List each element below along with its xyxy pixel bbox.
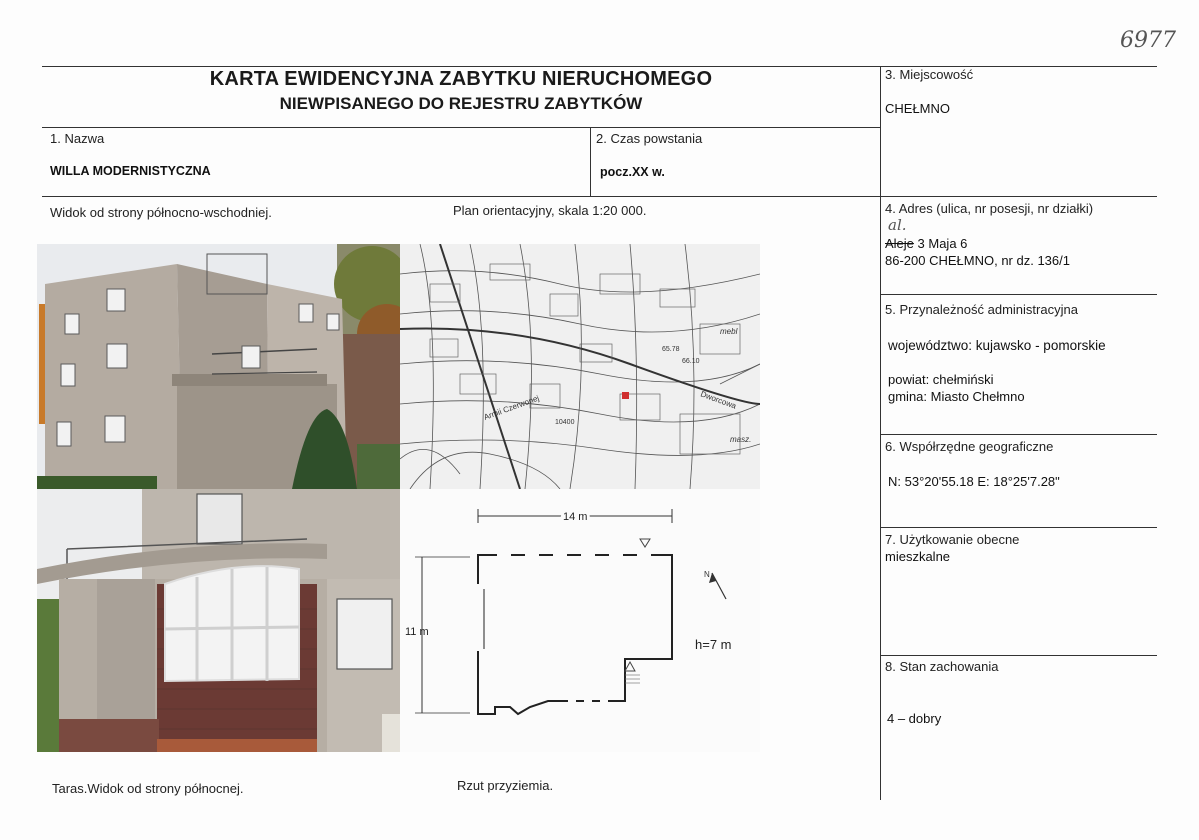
przynaleznosc-label: 5. Przynależność administracyjna (885, 302, 1078, 317)
stan-value: 4 – dobry (887, 711, 942, 726)
card-subtitle: NIEWPISANEGO DO REJESTRU ZABYTKÓW (279, 94, 643, 113)
map-location-marker (622, 392, 629, 399)
adres-label: 4. Adres (ulica, nr posesji, nr działki) (885, 201, 1094, 216)
rule-sec5-bottom (880, 434, 1157, 435)
stan-label: 8. Stan zachowania (885, 659, 999, 674)
photo-terrace-north (37, 489, 400, 752)
photo-villa-northeast (37, 244, 400, 489)
map-mark-1: mebl (720, 327, 738, 336)
gmina-value: gmina: Miasto Chełmno (888, 389, 1025, 404)
rule-sec6-bottom (880, 527, 1157, 528)
handwritten-number: 6977 (1120, 28, 1176, 53)
adres-struck-word: Aleje (885, 236, 914, 251)
nazwa-value: WILLA MODERNISTYCZNA (50, 164, 211, 178)
plan-width-label: 14 m (563, 511, 588, 523)
map-street-label-2: Dworcowa (699, 389, 738, 411)
photo-villa-northeast-drawing (37, 244, 400, 489)
czas-value: pocz.XX w. (600, 165, 665, 179)
rule-row1-bottom (42, 196, 1157, 197)
czas-label: 2. Czas powstania (596, 131, 703, 146)
map-mark-2: masz. (730, 435, 752, 444)
rule-nazwa-czas (590, 127, 591, 196)
powiat-value: powiat: chełmiński (888, 372, 994, 387)
caption-photo1: Widok od strony północno-wschodniej. (50, 205, 272, 220)
adres-handwritten-al: al. (888, 216, 907, 234)
photo-terrace-north-drawing (37, 489, 400, 752)
wspolrzedne-value: N: 53°20'55.18 E: 18°25'7.28" (888, 474, 1060, 489)
orientation-map-drawing (400, 244, 760, 489)
plan-depth-label: 11 m (405, 626, 429, 638)
adres-line2: 86-200 CHEŁMNO, nr dz. 136/1 (885, 253, 1070, 268)
caption-photo2: Taras.Widok od strony północnej. (52, 781, 244, 796)
adres-street: 3 Maja 6 (913, 236, 968, 251)
floor-plan-drawing (400, 489, 760, 752)
caption-plan: Rzut przyziemia. (457, 778, 554, 793)
map-number-3: 66.10 (682, 358, 700, 365)
wojewodztwo-value: województwo: kujawsko - pomorskie (888, 338, 1106, 353)
rule-main-right-column (880, 66, 881, 800)
nazwa-label: 1. Nazwa (50, 131, 105, 146)
uzytkowanie-label: 7. Użytkowanie obecne (885, 532, 1020, 547)
orientation-map (400, 244, 760, 489)
caption-map: Plan orientacyjny, skala 1:20 000. (453, 203, 647, 218)
miejscowosc-label: 3. Miejscowość (885, 67, 974, 82)
adres-line1 (885, 236, 967, 251)
rule-title-bottom (42, 127, 880, 128)
card-title: KARTA EWIDENCYJNA ZABYTKU NIERUCHOMEGO (209, 68, 713, 90)
wspolrzedne-label: 6. Współrzędne geograficzne (885, 439, 1054, 454)
north-arrow-label: N (704, 570, 710, 579)
rule-sec4-bottom (880, 294, 1157, 295)
floor-plan (400, 489, 760, 752)
frame-top-rule (42, 66, 1157, 67)
plan-height-label: h=7 m (695, 637, 732, 652)
miejscowosc-value: CHEŁMNO (885, 101, 951, 116)
map-number-2: 65.78 (662, 346, 680, 353)
rule-sec7-bottom (880, 655, 1157, 656)
map-street-label-1: Armii Czerwonej (482, 393, 541, 422)
uzytkowanie-value: mieszkalne (885, 549, 951, 564)
map-number-1: 10400 (555, 419, 575, 426)
